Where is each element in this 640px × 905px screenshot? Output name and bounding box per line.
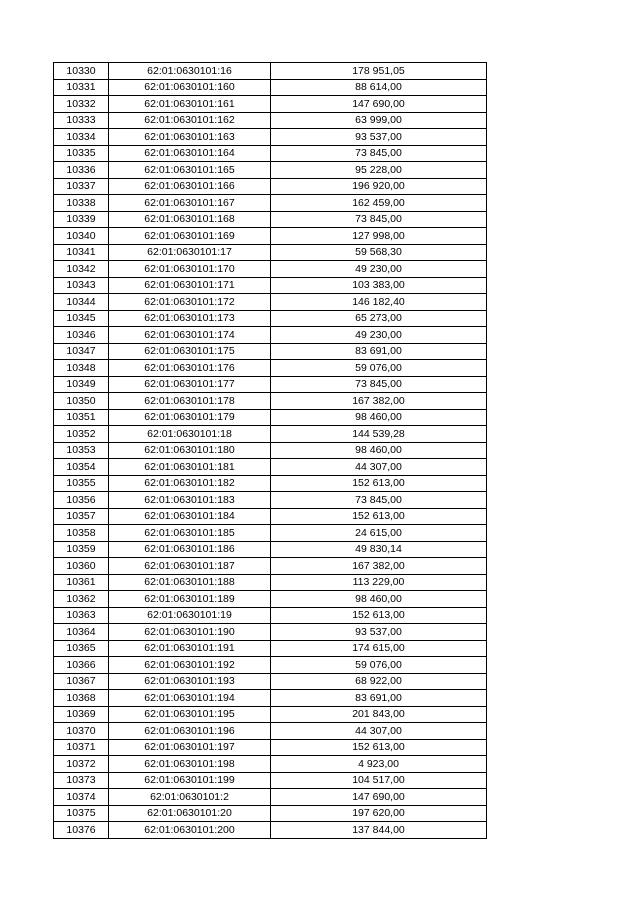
cadastral-number-cell: 62:01:0630101:165 <box>109 162 271 179</box>
table-row <box>54 360 487 377</box>
row-number-cell: 10333 <box>54 112 109 129</box>
row-number-cell: 10371 <box>54 739 109 756</box>
value-cell: 137 844,00 <box>271 822 487 839</box>
table-row <box>54 673 487 690</box>
value-cell: 93 537,00 <box>271 129 487 146</box>
cadastral-number-cell: 62:01:0630101:199 <box>109 772 271 789</box>
cadastral-number-cell: 62:01:0630101:166 <box>109 178 271 195</box>
value-cell: 73 845,00 <box>271 376 487 393</box>
table-row <box>54 277 487 294</box>
row-number-cell: 10332 <box>54 96 109 113</box>
row-number-cell: 10336 <box>54 162 109 179</box>
value-cell: 95 228,00 <box>271 162 487 179</box>
cadastral-number-cell: 62:01:0630101:167 <box>109 195 271 212</box>
row-number-cell: 10365 <box>54 640 109 657</box>
row-number-cell: 10361 <box>54 574 109 591</box>
cadastral-number-cell: 62:01:0630101:170 <box>109 261 271 278</box>
cadastral-number-cell: 62:01:0630101:189 <box>109 591 271 608</box>
row-number-cell: 10346 <box>54 327 109 344</box>
table-row <box>54 376 487 393</box>
table-row <box>54 343 487 360</box>
row-number-cell: 10350 <box>54 393 109 410</box>
cadastral-number-cell: 62:01:0630101:196 <box>109 723 271 740</box>
row-number-cell: 10353 <box>54 442 109 459</box>
cadastral-number-cell: 62:01:0630101:180 <box>109 442 271 459</box>
value-cell: 83 691,00 <box>271 690 487 707</box>
table-row <box>54 657 487 674</box>
row-number-cell: 10367 <box>54 673 109 690</box>
row-number-cell: 10345 <box>54 310 109 327</box>
cadastral-number-cell: 62:01:0630101:184 <box>109 508 271 525</box>
row-number-cell: 10375 <box>54 805 109 822</box>
row-number-cell: 10347 <box>54 343 109 360</box>
value-cell: 98 460,00 <box>271 409 487 426</box>
row-number-cell: 10373 <box>54 772 109 789</box>
table-row <box>54 261 487 278</box>
table-body <box>54 63 487 839</box>
row-number-cell: 10351 <box>54 409 109 426</box>
table-row <box>54 79 487 96</box>
cadastral-number-cell: 62:01:0630101:193 <box>109 673 271 690</box>
cadastral-number-cell: 62:01:0630101:186 <box>109 541 271 558</box>
row-number-cell: 10376 <box>54 822 109 839</box>
row-number-cell: 10340 <box>54 228 109 245</box>
value-cell: 59 076,00 <box>271 360 487 377</box>
cadastral-number-cell: 62:01:0630101:175 <box>109 343 271 360</box>
cadastral-number-cell: 62:01:0630101:161 <box>109 96 271 113</box>
table-row <box>54 112 487 129</box>
table-row <box>54 442 487 459</box>
value-cell: 49 830,14 <box>271 541 487 558</box>
cadastral-number-cell: 62:01:0630101:164 <box>109 145 271 162</box>
value-cell: 167 382,00 <box>271 393 487 410</box>
table-row <box>54 706 487 723</box>
row-number-cell: 10355 <box>54 475 109 492</box>
cadastral-number-cell: 62:01:0630101:18 <box>109 426 271 443</box>
table-row <box>54 756 487 773</box>
table-row <box>54 228 487 245</box>
cadastral-number-cell: 62:01:0630101:20 <box>109 805 271 822</box>
row-number-cell: 10364 <box>54 624 109 641</box>
row-number-cell: 10366 <box>54 657 109 674</box>
value-cell: 152 613,00 <box>271 508 487 525</box>
cadastral-number-cell: 62:01:0630101:2 <box>109 789 271 806</box>
cadastral-number-cell: 62:01:0630101:182 <box>109 475 271 492</box>
value-cell: 63 999,00 <box>271 112 487 129</box>
row-number-cell: 10338 <box>54 195 109 212</box>
table-row <box>54 178 487 195</box>
row-number-cell: 10363 <box>54 607 109 624</box>
value-cell: 4 923,00 <box>271 756 487 773</box>
value-cell: 103 383,00 <box>271 277 487 294</box>
row-number-cell: 10349 <box>54 376 109 393</box>
cadastral-number-cell: 62:01:0630101:19 <box>109 607 271 624</box>
row-number-cell: 10339 <box>54 211 109 228</box>
table-row <box>54 393 487 410</box>
cadastral-number-cell: 62:01:0630101:176 <box>109 360 271 377</box>
value-cell: 49 230,00 <box>271 327 487 344</box>
cadastral-number-cell: 62:01:0630101:160 <box>109 79 271 96</box>
table-row <box>54 640 487 657</box>
row-number-cell: 10352 <box>54 426 109 443</box>
row-number-cell: 10331 <box>54 79 109 96</box>
cadastral-number-cell: 62:01:0630101:169 <box>109 228 271 245</box>
value-cell: 152 613,00 <box>271 739 487 756</box>
table-row <box>54 525 487 542</box>
cadastral-number-cell: 62:01:0630101:174 <box>109 327 271 344</box>
cadastral-number-cell: 62:01:0630101:173 <box>109 310 271 327</box>
value-cell: 144 539,28 <box>271 426 487 443</box>
value-cell: 73 845,00 <box>271 211 487 228</box>
row-number-cell: 10341 <box>54 244 109 261</box>
cadastral-number-cell: 62:01:0630101:197 <box>109 739 271 756</box>
cadastral-number-cell: 62:01:0630101:17 <box>109 244 271 261</box>
table-row <box>54 211 487 228</box>
value-cell: 162 459,00 <box>271 195 487 212</box>
cadastral-number-cell: 62:01:0630101:191 <box>109 640 271 657</box>
table-row <box>54 459 487 476</box>
table-row <box>54 195 487 212</box>
table-row <box>54 145 487 162</box>
value-cell: 146 182,40 <box>271 294 487 311</box>
value-cell: 73 845,00 <box>271 145 487 162</box>
value-cell: 73 845,00 <box>271 492 487 509</box>
table-row <box>54 607 487 624</box>
row-number-cell: 10334 <box>54 129 109 146</box>
value-cell: 113 229,00 <box>271 574 487 591</box>
cadastral-number-cell: 62:01:0630101:181 <box>109 459 271 476</box>
value-cell: 196 920,00 <box>271 178 487 195</box>
table-row <box>54 739 487 756</box>
cadastral-number-cell: 62:01:0630101:198 <box>109 756 271 773</box>
row-number-cell: 10357 <box>54 508 109 525</box>
value-cell: 44 307,00 <box>271 723 487 740</box>
row-number-cell: 10370 <box>54 723 109 740</box>
table-row <box>54 574 487 591</box>
table-row <box>54 508 487 525</box>
table-row <box>54 129 487 146</box>
cadastral-number-cell: 62:01:0630101:172 <box>109 294 271 311</box>
cadastral-number-cell: 62:01:0630101:185 <box>109 525 271 542</box>
row-number-cell: 10374 <box>54 789 109 806</box>
value-cell: 59 568,30 <box>271 244 487 261</box>
table-row <box>54 690 487 707</box>
row-number-cell: 10372 <box>54 756 109 773</box>
value-cell: 147 690,00 <box>271 96 487 113</box>
value-cell: 104 517,00 <box>271 772 487 789</box>
row-number-cell: 10369 <box>54 706 109 723</box>
value-cell: 98 460,00 <box>271 591 487 608</box>
table-row <box>54 96 487 113</box>
cadastral-number-cell: 62:01:0630101:168 <box>109 211 271 228</box>
value-cell: 174 615,00 <box>271 640 487 657</box>
value-cell: 127 998,00 <box>271 228 487 245</box>
row-number-cell: 10330 <box>54 63 109 80</box>
row-number-cell: 10368 <box>54 690 109 707</box>
table-row <box>54 789 487 806</box>
value-cell: 167 382,00 <box>271 558 487 575</box>
table-row <box>54 492 487 509</box>
cadastral-number-cell: 62:01:0630101:187 <box>109 558 271 575</box>
row-number-cell: 10348 <box>54 360 109 377</box>
row-number-cell: 10362 <box>54 591 109 608</box>
cadastral-number-cell: 62:01:0630101:178 <box>109 393 271 410</box>
table-row <box>54 558 487 575</box>
table-row <box>54 327 487 344</box>
table-row <box>54 772 487 789</box>
row-number-cell: 10343 <box>54 277 109 294</box>
table-row <box>54 426 487 443</box>
cadastral-number-cell: 62:01:0630101:195 <box>109 706 271 723</box>
row-number-cell: 10342 <box>54 261 109 278</box>
value-cell: 88 614,00 <box>271 79 487 96</box>
value-cell: 178 951,05 <box>271 63 487 80</box>
cadastral-number-cell: 62:01:0630101:163 <box>109 129 271 146</box>
table-row <box>54 244 487 261</box>
value-cell: 201 843,00 <box>271 706 487 723</box>
cadastral-number-cell: 62:01:0630101:192 <box>109 657 271 674</box>
cadastral-number-cell: 62:01:0630101:200 <box>109 822 271 839</box>
cadastral-number-cell: 62:01:0630101:183 <box>109 492 271 509</box>
table-row <box>54 475 487 492</box>
value-cell: 24 615,00 <box>271 525 487 542</box>
value-cell: 49 230,00 <box>271 261 487 278</box>
value-cell: 93 537,00 <box>271 624 487 641</box>
table-row <box>54 822 487 839</box>
table-row <box>54 624 487 641</box>
value-cell: 83 691,00 <box>271 343 487 360</box>
cadastral-number-cell: 62:01:0630101:188 <box>109 574 271 591</box>
value-cell: 68 922,00 <box>271 673 487 690</box>
table-row <box>54 409 487 426</box>
value-cell: 65 273,00 <box>271 310 487 327</box>
cadastral-number-cell: 62:01:0630101:16 <box>109 63 271 80</box>
value-cell: 44 307,00 <box>271 459 487 476</box>
value-cell: 152 613,00 <box>271 475 487 492</box>
table-row <box>54 310 487 327</box>
cadastral-number-cell: 62:01:0630101:177 <box>109 376 271 393</box>
value-cell: 98 460,00 <box>271 442 487 459</box>
row-number-cell: 10335 <box>54 145 109 162</box>
table-row <box>54 805 487 822</box>
cadastral-number-cell: 62:01:0630101:162 <box>109 112 271 129</box>
cadastral-value-table <box>53 62 487 839</box>
row-number-cell: 10337 <box>54 178 109 195</box>
row-number-cell: 10360 <box>54 558 109 575</box>
cadastral-number-cell: 62:01:0630101:190 <box>109 624 271 641</box>
value-cell: 197 620,00 <box>271 805 487 822</box>
row-number-cell: 10356 <box>54 492 109 509</box>
table-row <box>54 294 487 311</box>
row-number-cell: 10344 <box>54 294 109 311</box>
value-cell: 152 613,00 <box>271 607 487 624</box>
table-row <box>54 162 487 179</box>
table-row <box>54 541 487 558</box>
value-cell: 147 690,00 <box>271 789 487 806</box>
row-number-cell: 10354 <box>54 459 109 476</box>
value-cell: 59 076,00 <box>271 657 487 674</box>
table-row <box>54 591 487 608</box>
row-number-cell: 10358 <box>54 525 109 542</box>
cadastral-number-cell: 62:01:0630101:171 <box>109 277 271 294</box>
table-row <box>54 723 487 740</box>
cadastral-number-cell: 62:01:0630101:179 <box>109 409 271 426</box>
row-number-cell: 10359 <box>54 541 109 558</box>
cadastral-number-cell: 62:01:0630101:194 <box>109 690 271 707</box>
table-row <box>54 63 487 80</box>
